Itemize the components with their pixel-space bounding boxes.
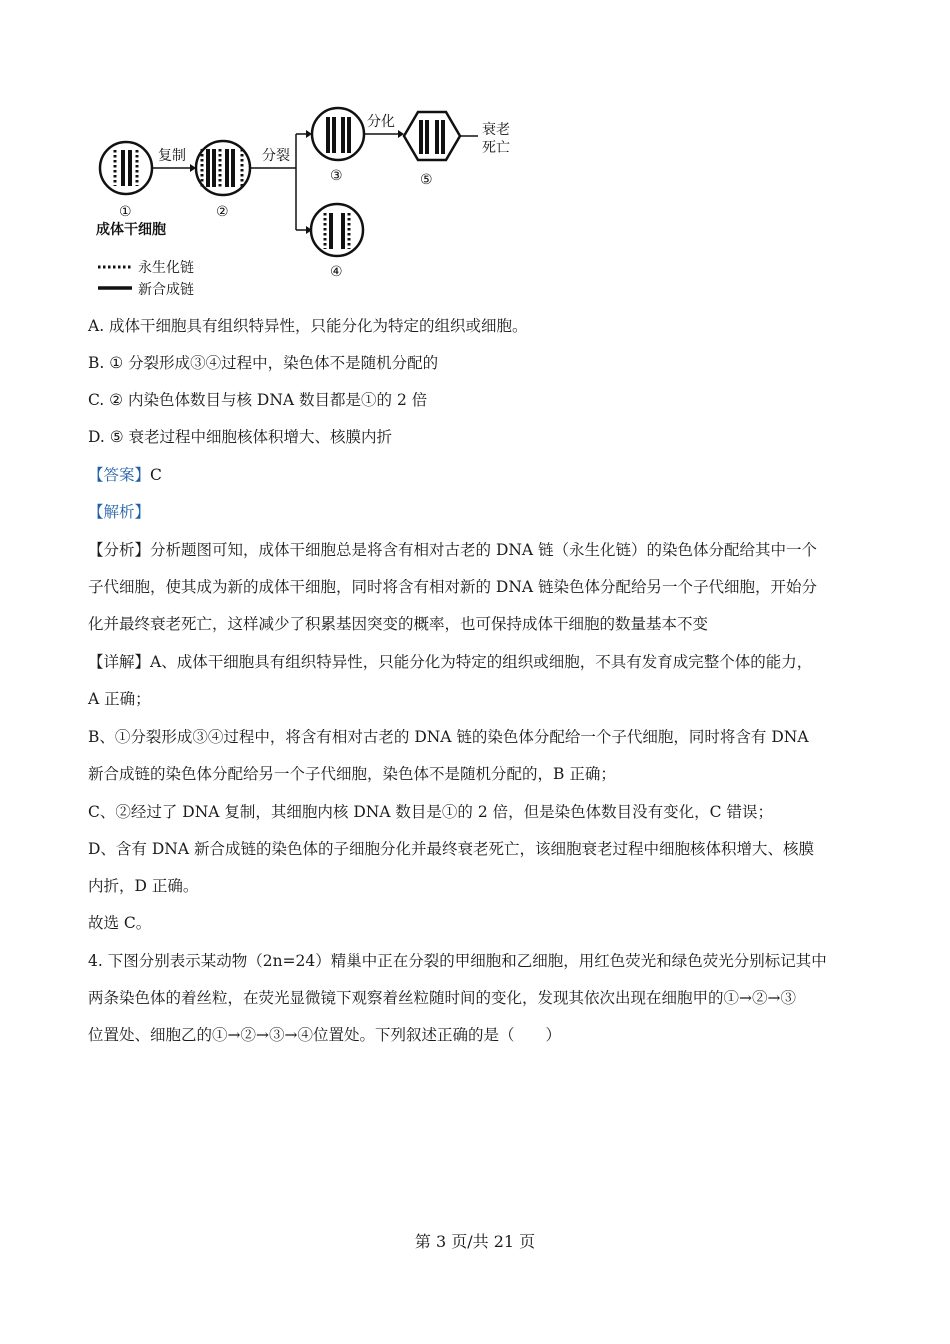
question4-line-3: 位置处、细胞乙的①→②→③→④位置处。下列叙述正确的是（ ） [88, 1026, 561, 1044]
label-n1: ① [119, 204, 132, 220]
cell-3 [312, 108, 364, 160]
legend-new-label: 新合成链 [138, 282, 194, 298]
question4-line-1: 4. 下图分别表示某动物（2n=24）精巢中正在分裂的甲细胞和乙细胞，用红色荧光和绿色荧光分别标记其中 [88, 952, 827, 970]
analysis-tag: 【解析】 [88, 503, 151, 521]
detail-line-d2: 内折，D 正确。 [88, 877, 199, 895]
detail-label: 【详解】 [88, 653, 151, 671]
conclusion: 故选 C。 [88, 914, 152, 932]
answer-value: C [150, 466, 162, 484]
legend-immortal-label: 永生化链 [138, 260, 194, 276]
label-differentiate: 分化 [367, 114, 395, 130]
cell-4 [311, 204, 363, 256]
option-a: A. 成体干细胞具有组织特异性，只能分化为特定的组织或细胞。 [88, 317, 528, 335]
label-n2: ② [216, 204, 229, 220]
detail-line-d1: D、含有 DNA 新合成链的染色体的子细胞分化并最终衰老死亡，该细胞衰老过程中细胞核体积增大、核膜 [88, 840, 814, 858]
label-divide: 分裂 [262, 148, 290, 164]
analysis-line-2: 子代细胞，使其成为新的成体干细胞，同时将含有相对新的 DNA 链染色体分配给另一个子代细胞，开始分 [88, 578, 818, 596]
analysis-label: 【分析】 [88, 541, 151, 559]
analysis-text-1: 分析题图可知，成体干细胞总是将含有相对古老的 DNA 链（永生化链）的染色体分配给其中一个 [150, 541, 818, 559]
detail-line-a1 [88, 652, 812, 672]
cell-division-diagram [92, 104, 522, 304]
question4-line-2: 两条染色体的着丝粒，在荧光显微镜下观察着丝粒随时间的变化，发现其依次出现在细胞甲的①→②→③ [88, 989, 796, 1007]
page-footer: 第 3 页/共 21 页 [414, 1232, 536, 1251]
option-b: B. ① 分裂形成③④过程中，染色体不是随机分配的 [88, 354, 439, 372]
cell-2 [196, 141, 250, 195]
option-d: D. ⑤ 衰老过程中细胞核体积增大、核膜内折 [88, 428, 393, 446]
analysis-line-3: 化并最终衰老死亡，这样减少了积累基因突变的概率，也可保持成体干细胞的数量基本不变 [88, 615, 709, 633]
detail-line-b2: 新合成链的染色体分配给另一个子代细胞，染色体不是随机分配的，B 正确； [88, 765, 616, 783]
label-aging-1: 衰老 [482, 122, 510, 138]
answer-tag: 【答案】 [88, 466, 151, 484]
label-copy: 复制 [158, 148, 186, 164]
label-n4: ④ [330, 264, 343, 280]
detail-line-b1: B、①分裂形成③④过程中，将含有相对古老的 DNA 链的染色体分配给一个子代细胞，同时将含有 DNA [88, 728, 809, 746]
label-aging-2: 死亡 [482, 140, 510, 156]
answer-line [88, 465, 162, 485]
detail-line-c1: C、②经过了 DNA 复制，其细胞内核 DNA 数目是①的 2 倍，但是染色体数目没有变化，C 错误； [88, 803, 773, 821]
detail-line-a2: A 正确； [88, 690, 151, 708]
cell-1 [100, 142, 152, 194]
label-n5: ⑤ [420, 172, 433, 188]
analysis-line-1 [88, 540, 817, 560]
option-c: C. ② 内染色体数目与核 DNA 数目都是①的 2 倍 [88, 391, 428, 409]
label-stem-cell: 成体干细胞 [96, 222, 166, 238]
label-n3: ③ [330, 168, 343, 184]
detail-text-a1: A、成体干细胞具有组织特异性，只能分化为特定的组织或细胞，不具有发育成完整个体的能力， [150, 653, 813, 671]
diagram-svg [92, 104, 522, 304]
cell-5 [404, 112, 460, 160]
